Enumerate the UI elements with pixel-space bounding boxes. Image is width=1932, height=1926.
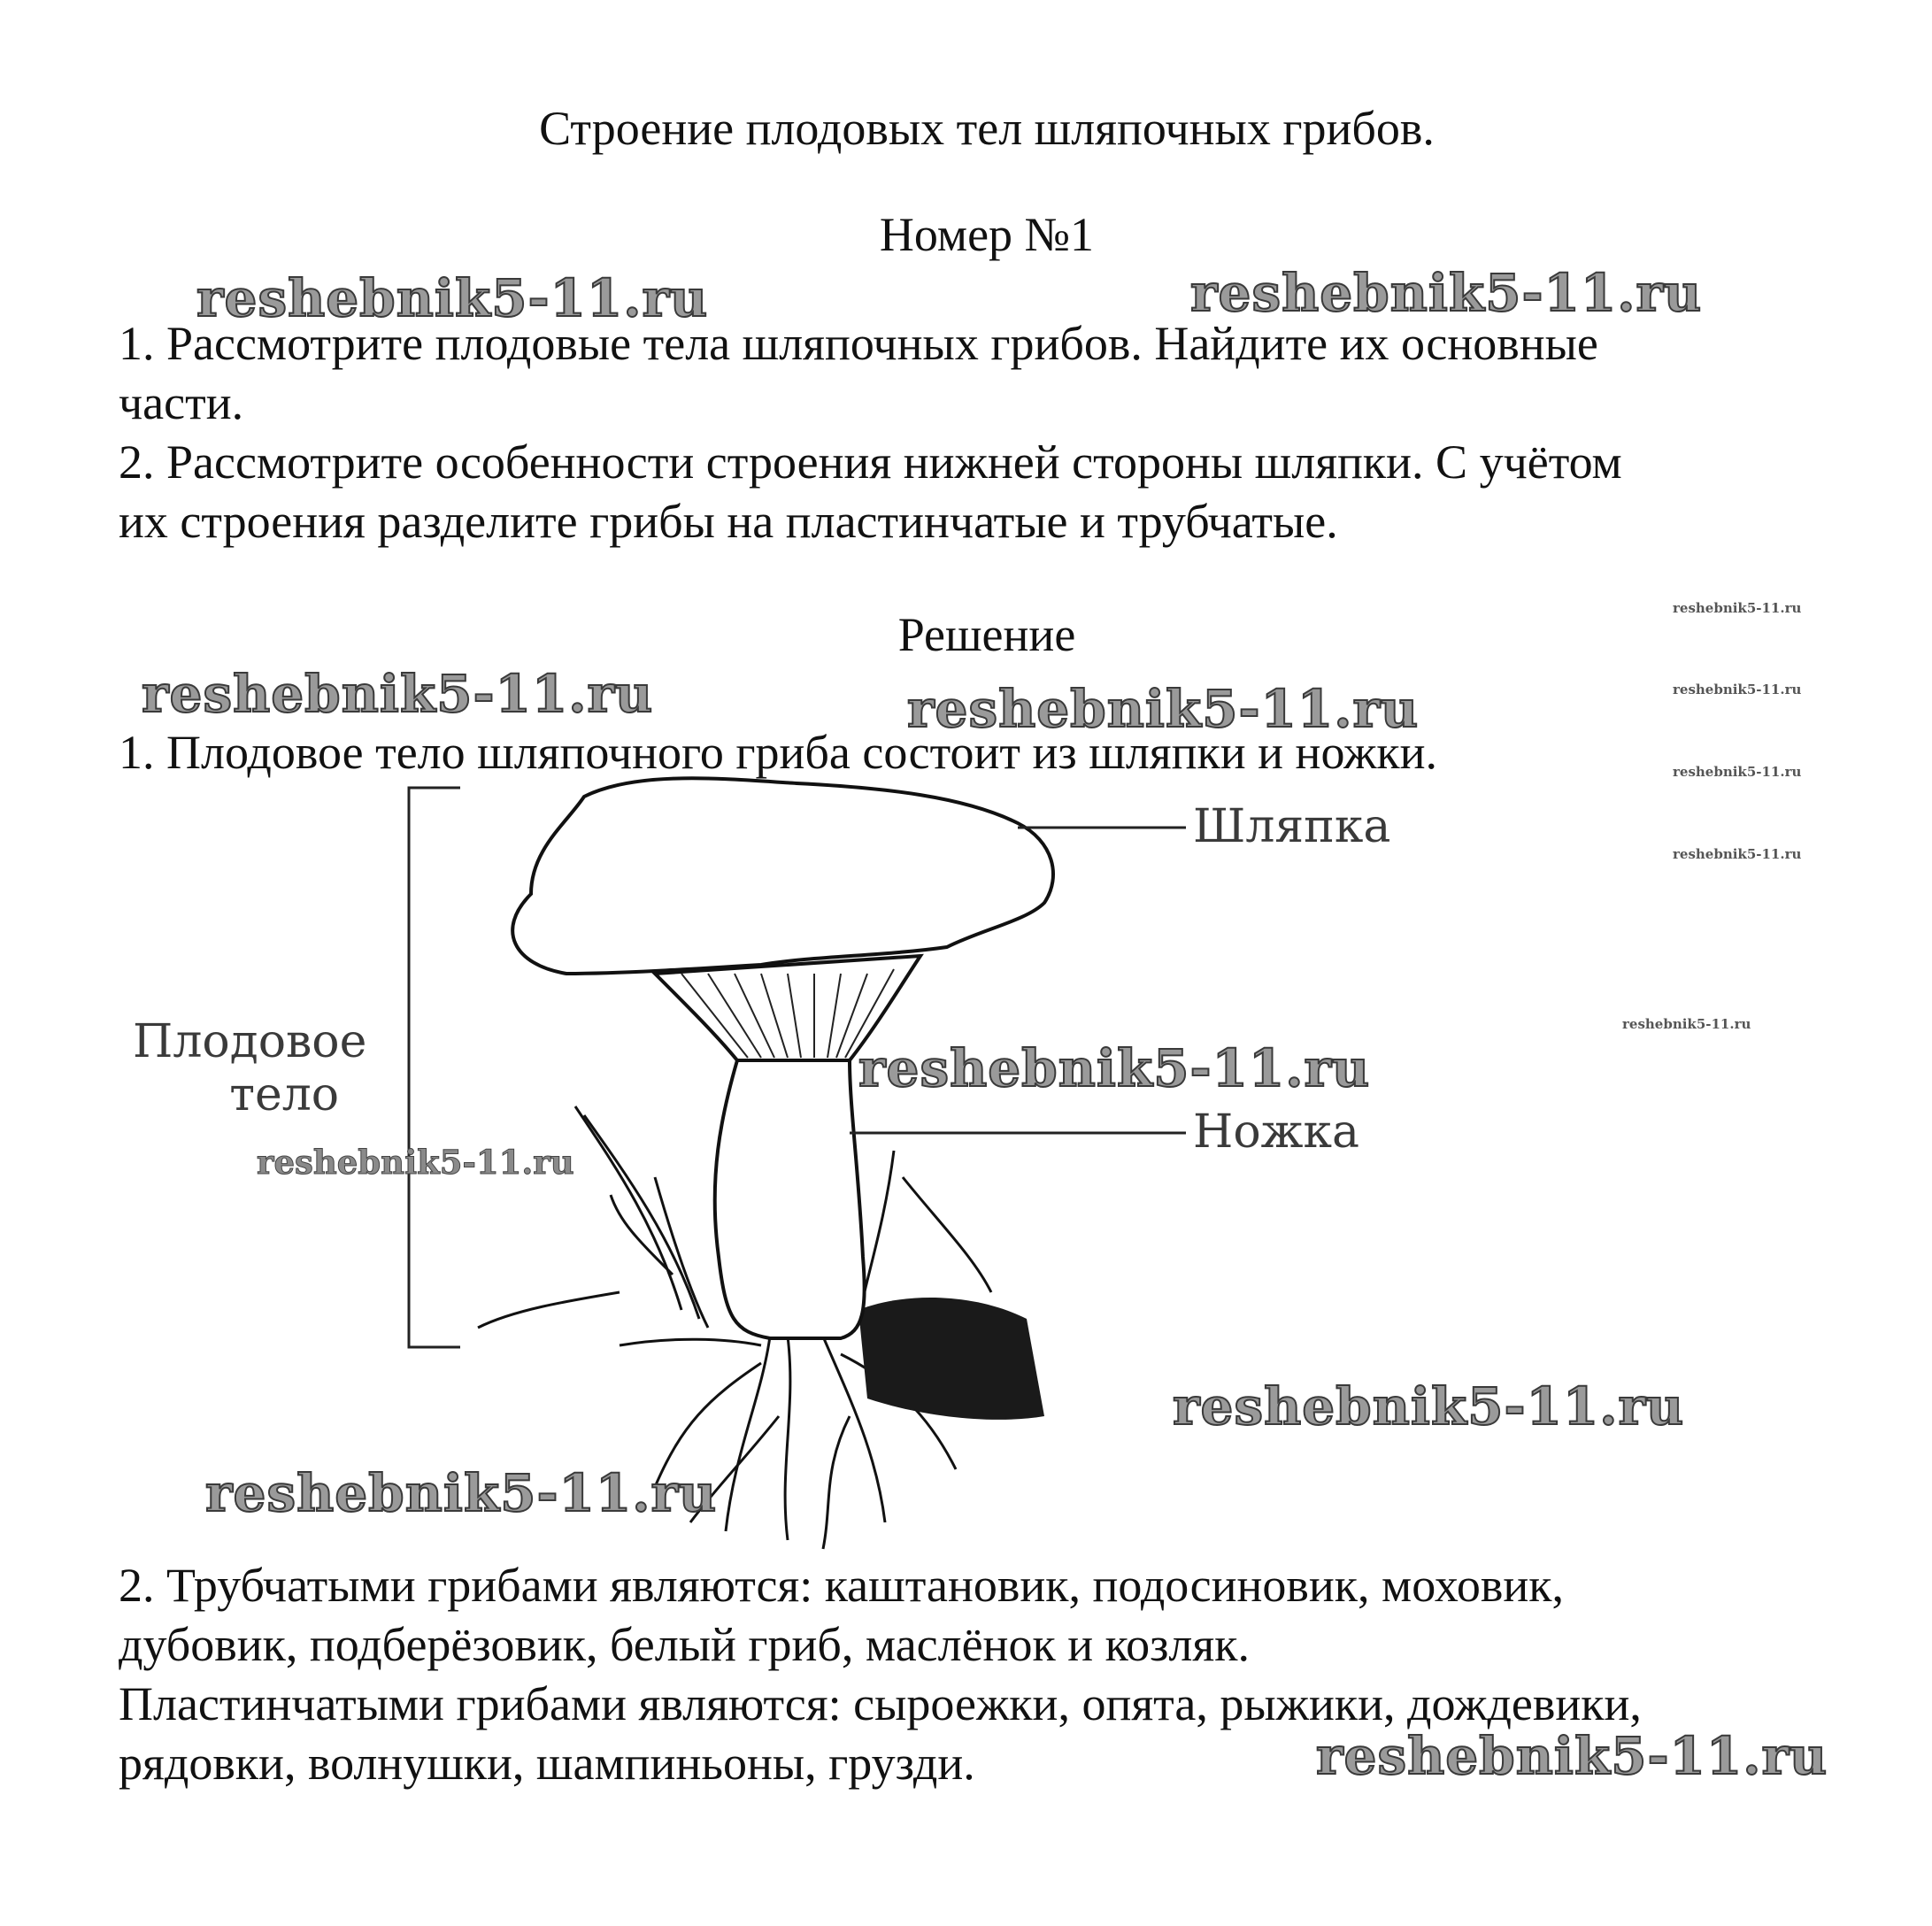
solution-item-2-line-1: 2. Трубчатыми грибами являются: каштановик, подосиновик, моховик, bbox=[119, 1559, 1564, 1612]
watermark: reshebnik5-11.ru bbox=[1673, 682, 1802, 697]
label-cap: Шляпка bbox=[1193, 800, 1391, 853]
solution-item-2-line-2: дубовик, подберёзовик, белый гриб, маслёнок и козляк. bbox=[119, 1618, 1250, 1671]
body-bracket bbox=[409, 788, 460, 1347]
watermark: reshebnik5-11.ru bbox=[1190, 263, 1703, 323]
watermark: reshebnik5-11.ru bbox=[1316, 1726, 1828, 1786]
watermark: reshebnik5-11.ru bbox=[1673, 600, 1802, 616]
solution-item-3-line-1: Пластинчатыми грибами являются: сыроежки, опята, рыжики, дождевики, bbox=[119, 1677, 1642, 1730]
watermark: reshebnik5-11.ru bbox=[205, 1463, 718, 1523]
cap-illustration bbox=[512, 778, 1053, 974]
stem-illustration bbox=[655, 956, 920, 1338]
task-item-1-line-2: части. bbox=[119, 376, 244, 429]
watermark: reshebnik5-11.ru bbox=[907, 679, 1420, 739]
soil-illustration bbox=[858, 1298, 1044, 1420]
task-item-2-line-1: 2. Рассмотрите особенности строения нижней стороны шляпки. С учётом bbox=[119, 435, 1622, 489]
watermark: reshebnik5-11.ru bbox=[257, 1143, 574, 1182]
solution-item-1: 1. Плодовое тело шляпочного гриба состоит из шляпки и ножки. bbox=[119, 726, 1438, 779]
label-fruit-body-line-2: тело bbox=[229, 1067, 340, 1121]
watermark: reshebnik5-11.ru bbox=[1622, 1016, 1751, 1032]
task-number: Номер №1 bbox=[879, 208, 1095, 261]
watermark: reshebnik5-11.ru bbox=[1673, 764, 1802, 780]
watermark: reshebnik5-11.ru bbox=[1673, 846, 1802, 862]
solution-item-3-line-2: рядовки, волнушки, шампиньоны, грузди. bbox=[119, 1737, 975, 1790]
label-stem: Ножка bbox=[1193, 1106, 1359, 1159]
watermark: reshebnik5-11.ru bbox=[142, 664, 654, 724]
document-title: Строение плодовых тел шляпочных грибов. bbox=[539, 102, 1435, 155]
watermark: reshebnik5-11.ru bbox=[196, 268, 709, 328]
watermark: reshebnik5-11.ru bbox=[1173, 1376, 1685, 1437]
label-fruit-body-line-1: Плодовое bbox=[133, 1015, 367, 1068]
solution-heading: Решение bbox=[897, 608, 1076, 661]
task-item-1-line-1: 1. Рассмотрите плодовые тела шляпочных грибов. Найдите их основные bbox=[119, 317, 1598, 370]
label-fruit-body bbox=[133, 1016, 366, 1122]
task-item-2-line-2: их строения разделите грибы на пластинчатые и трубчатые. bbox=[119, 495, 1338, 548]
watermark: reshebnik5-11.ru bbox=[858, 1038, 1371, 1098]
